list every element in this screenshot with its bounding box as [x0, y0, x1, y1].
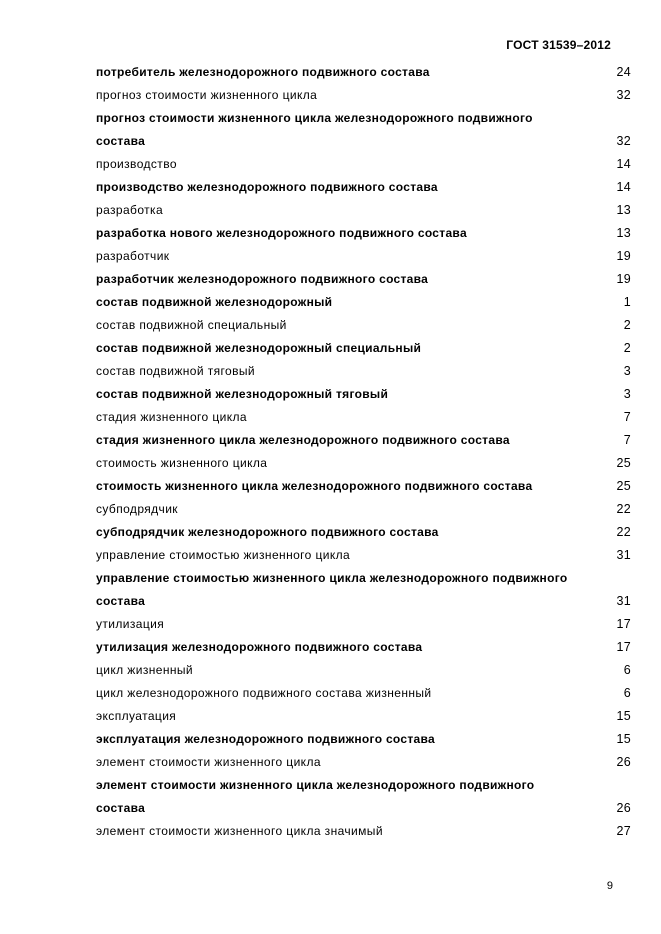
- index-term: разработчик: [96, 249, 170, 263]
- index-entry: [96, 544, 631, 567]
- index-entry: [96, 314, 631, 337]
- index-page-ref: 13: [616, 203, 631, 217]
- index-page-ref: 6: [623, 663, 631, 677]
- index-page-ref: 24: [616, 65, 631, 79]
- page-number: 9: [606, 880, 613, 892]
- index-term: элемент стоимости жизненного цикла железнодорожного подвижного состава: [96, 778, 535, 815]
- document-code: ГОСТ 31539–2012: [506, 38, 611, 52]
- index-page-ref: 17: [616, 640, 631, 654]
- index-term: стоимость жизненного цикла: [96, 456, 268, 470]
- index-entry: [96, 268, 631, 291]
- index-page-ref: 26: [616, 801, 631, 815]
- index-term: состав подвижной железнодорожный: [96, 295, 333, 309]
- index-term: производство железнодорожного подвижного состава: [96, 180, 438, 194]
- index-term: разработка: [96, 203, 164, 217]
- index-page-ref: 17: [616, 617, 631, 631]
- index-page-ref: 32: [616, 88, 631, 102]
- index-term: разработчик железнодорожного подвижного состава: [96, 272, 429, 286]
- index-page-ref: 22: [616, 525, 631, 539]
- index-page-ref: 7: [623, 433, 631, 447]
- index-term: элемент стоимости жизненного цикла: [96, 755, 321, 769]
- index-entry: [96, 728, 631, 751]
- index-entry: [96, 199, 631, 222]
- index-entry: [96, 176, 631, 199]
- index-entry: [96, 636, 631, 659]
- index-entry: [96, 659, 631, 682]
- index-page-ref: 15: [616, 732, 631, 746]
- index-page-ref: 3: [623, 364, 631, 378]
- index-term: утилизация железнодорожного подвижного состава: [96, 640, 423, 654]
- index-term: прогноз стоимости жизненного цикла: [96, 88, 318, 102]
- index-entry: [96, 567, 631, 613]
- index-term: утилизация: [96, 617, 165, 631]
- index-entry: [96, 360, 631, 383]
- index-term: субподрядчик: [96, 502, 178, 516]
- index-term: стоимость жизненного цикла железнодорожного подвижного состава: [96, 479, 533, 493]
- index-page-ref: 19: [616, 249, 631, 263]
- index-term: состав подвижной железнодорожный тяговый: [96, 387, 389, 401]
- index-page-ref: 3: [623, 387, 631, 401]
- index-page-ref: 31: [616, 594, 631, 608]
- index-entry: [96, 107, 631, 153]
- index-term: разработка нового железнодорожного подвижного состава: [96, 226, 467, 240]
- index-entry: [96, 751, 631, 774]
- index-entry: [96, 245, 631, 268]
- index-term: элемент стоимости жизненного цикла значимый: [96, 824, 383, 838]
- index-entry: [96, 429, 631, 452]
- index-term: потребитель железнодорожного подвижного состава: [96, 65, 430, 79]
- index-entry: [96, 84, 631, 107]
- index-page-ref: 13: [616, 226, 631, 240]
- index-page-ref: 27: [616, 824, 631, 838]
- index-term: эксплуатация: [96, 709, 177, 723]
- index-term: прогноз стоимости жизненного цикла железнодорожного подвижного состава: [96, 111, 533, 148]
- index-entry: [96, 337, 631, 360]
- index-term: стадия жизненного цикла: [96, 410, 247, 424]
- index-page-ref: 15: [616, 709, 631, 723]
- index-term: эксплуатация железнодорожного подвижного состава: [96, 732, 436, 746]
- index-term: управление стоимостью жизненного цикла: [96, 548, 351, 562]
- index-entry: [96, 521, 631, 544]
- index-term: управление стоимостью жизненного цикла железнодорожного подвижного состава: [96, 571, 568, 608]
- index-entry: [96, 475, 631, 498]
- index-page-ref: 14: [616, 157, 631, 171]
- index-entry: [96, 406, 631, 429]
- index-page-ref: 31: [616, 548, 631, 562]
- index-page-ref: 7: [623, 410, 631, 424]
- index-page-ref: 19: [616, 272, 631, 286]
- index-entry: [96, 774, 631, 820]
- index-entry: [96, 153, 631, 176]
- index-entry: [96, 682, 631, 705]
- index-entry: [96, 820, 631, 843]
- index-page-ref: 1: [623, 295, 631, 309]
- index-term: стадия жизненного цикла железнодорожного подвижного состава: [96, 433, 510, 447]
- index-term: цикл железнодорожного подвижного состава жизненный: [96, 686, 432, 700]
- index-entry: [96, 705, 631, 728]
- index-page-ref: 6: [623, 686, 631, 700]
- index-page-ref: 14: [616, 180, 631, 194]
- index-page-ref: 2: [623, 341, 631, 355]
- index-entry: [96, 452, 631, 475]
- index-page-ref: 25: [616, 479, 631, 493]
- index-page-ref: 2: [623, 318, 631, 332]
- index-term: цикл жизненный: [96, 663, 194, 677]
- index-term: субподрядчик железнодорожного подвижного состава: [96, 525, 439, 539]
- term-index-list: [96, 61, 631, 843]
- index-entry: [96, 498, 631, 521]
- index-term: состав подвижной тяговый: [96, 364, 255, 378]
- index-entry: [96, 61, 631, 84]
- index-term: производство: [96, 157, 177, 171]
- index-term: состав подвижной железнодорожный специальный: [96, 341, 422, 355]
- index-term: состав подвижной специальный: [96, 318, 287, 332]
- index-entry: [96, 291, 631, 314]
- index-page-ref: 22: [616, 502, 631, 516]
- index-entry: [96, 222, 631, 245]
- index-page-ref: 25: [616, 456, 631, 470]
- index-page-ref: 32: [616, 134, 631, 148]
- index-entry: [96, 383, 631, 406]
- index-page-ref: 26: [616, 755, 631, 769]
- index-entry: [96, 613, 631, 636]
